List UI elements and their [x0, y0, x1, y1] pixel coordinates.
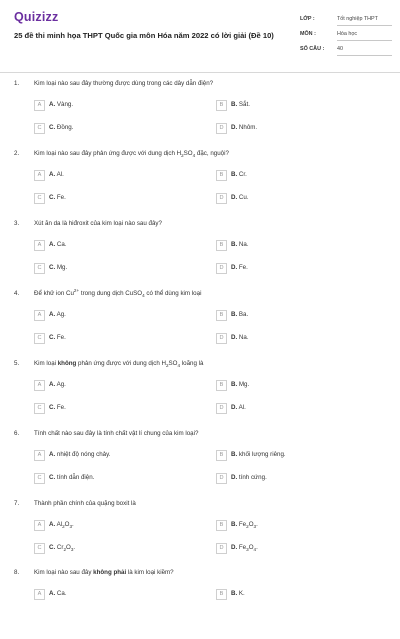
option-text: C. Đồng. [49, 124, 74, 131]
option-letter-box: C [34, 473, 45, 484]
question-number: 1. [14, 80, 20, 87]
option-letter-box: D [216, 263, 227, 274]
question-text: Kim loại không phản ứng được với dung dịch $H_2SO_4$ loãng là [34, 360, 204, 369]
question-number: 3. [14, 220, 20, 227]
option-letter-box: C [34, 123, 45, 134]
option-text: B. K. [231, 590, 245, 597]
info-key: SỐ CÂU : [300, 46, 325, 52]
option-letter-box: A [34, 380, 45, 391]
option-text: B. Cr. [231, 171, 247, 178]
quizizz-logo: Quizizz [14, 10, 59, 24]
option-text: B. Na. [231, 241, 249, 248]
option-letter-box: B [216, 310, 227, 321]
question-number: 8. [14, 569, 20, 576]
question-number: 5. [14, 360, 20, 367]
question-2 [0, 150, 400, 220]
info-value: Hóa học [337, 31, 358, 37]
option-letter-box: B [216, 589, 227, 600]
info-key: LỚP : [300, 16, 315, 22]
option-letter-box: B [216, 100, 227, 111]
option-text: A. $Al_2O_3$. [49, 521, 74, 530]
info-key: MÔN : [300, 31, 316, 37]
option-text: A. Ag. [49, 311, 66, 318]
option-text: B. $Fe_2O_3$. [231, 521, 258, 530]
option-letter-box: B [216, 450, 227, 461]
quiz-title: 25 đề thi minh họa THPT Quốc gia môn Hóa năm 2022 có lời giải (Đề 10) [14, 31, 274, 40]
header-divider [0, 72, 400, 73]
question-text: Kim loại nào sau đây phản ứng được với dung dịch $H_2SO_4$ đặc, nguội? [34, 150, 229, 159]
question-1 [0, 80, 400, 150]
question-3 [0, 220, 400, 290]
info-value: 40 [337, 46, 343, 52]
option-letter-box: A [34, 100, 45, 111]
question-number: 2. [14, 150, 20, 157]
question-text: Kim loại nào sau đây thường được dùng trong các dây dẫn điện? [34, 80, 214, 87]
option-letter-box: A [34, 240, 45, 251]
option-text: A. Al. [49, 171, 64, 178]
option-letter-box: D [216, 193, 227, 204]
question-5 [0, 360, 400, 430]
option-text: A. Ca. [49, 590, 67, 597]
option-letter-box: C [34, 263, 45, 274]
option-letter-box: D [216, 123, 227, 134]
option-letter-box: D [216, 543, 227, 554]
option-text: B. Ba. [231, 311, 249, 318]
option-letter-box: C [34, 193, 45, 204]
option-text: D. Fe. [231, 264, 248, 271]
question-8 [0, 569, 400, 639]
option-text: D. Al. [231, 404, 246, 411]
question-6 [0, 430, 400, 500]
option-text: A. nhiệt độ nóng chảy. [49, 451, 111, 458]
option-letter-box: A [34, 520, 45, 531]
option-letter-box: B [216, 380, 227, 391]
option-letter-box: C [34, 543, 45, 554]
info-underline [337, 25, 392, 26]
option-text: D. Nhôm. [231, 124, 258, 131]
option-text: D. Na. [231, 334, 249, 341]
info-value: Tốt nghiệp THPT [337, 16, 378, 22]
worksheet-header [0, 0, 400, 66]
option-text: B. Mg. [231, 381, 250, 388]
option-text: A. Ag. [49, 381, 66, 388]
option-letter-box: B [216, 240, 227, 251]
option-letter-box: C [34, 333, 45, 344]
question-text: Xút ăn da là hiđroxit của kim loại nào sau đây? [34, 220, 162, 227]
question-7 [0, 500, 400, 570]
option-text: C. Fe. [49, 194, 66, 201]
info-underline [337, 40, 392, 41]
option-text: D. Cu. [231, 194, 249, 201]
option-text: A. Ca. [49, 241, 67, 248]
question-text: Tính chất nào sau đây là tính chất vật lí chung của kim loại? [34, 430, 199, 437]
question-4 [0, 287, 400, 360]
option-text: C. Fe. [49, 334, 66, 341]
option-text: B. Sắt. [231, 101, 250, 108]
option-letter-box: B [216, 520, 227, 531]
question-number: 7. [14, 500, 20, 507]
question-text: Kim loại nào sau đây không phải là kim loại kiềm? [34, 569, 174, 576]
option-text: C. Fe. [49, 404, 66, 411]
question-number: 4. [14, 290, 20, 297]
option-text: D. tính cứng. [231, 474, 267, 481]
option-letter-box: A [34, 450, 45, 461]
option-text: C. Mg. [49, 264, 68, 271]
option-text: C. $Cr_2O_3$. [49, 544, 76, 553]
option-text: A. Vàng. [49, 101, 74, 108]
info-underline [337, 55, 392, 56]
option-letter-box: D [216, 333, 227, 344]
option-text: C. tính dẫn điện. [49, 474, 95, 481]
option-text: B. khối lượng riêng. [231, 451, 286, 458]
option-letter-box: A [34, 170, 45, 181]
option-letter-box: A [34, 310, 45, 321]
question-text: Để khử ion $Cu^{2+}$ trong dung dịch CuSO$_4$ có thể dùng kim loại [34, 287, 202, 299]
option-letter-box: B [216, 170, 227, 181]
option-text: D. $Fe_3O_4$. [231, 544, 258, 553]
option-letter-box: C [34, 403, 45, 414]
option-letter-box: A [34, 589, 45, 600]
question-text: Thành phần chính của quặng boxit là [34, 500, 136, 507]
option-letter-box: D [216, 473, 227, 484]
option-letter-box: D [216, 403, 227, 414]
question-number: 6. [14, 430, 20, 437]
